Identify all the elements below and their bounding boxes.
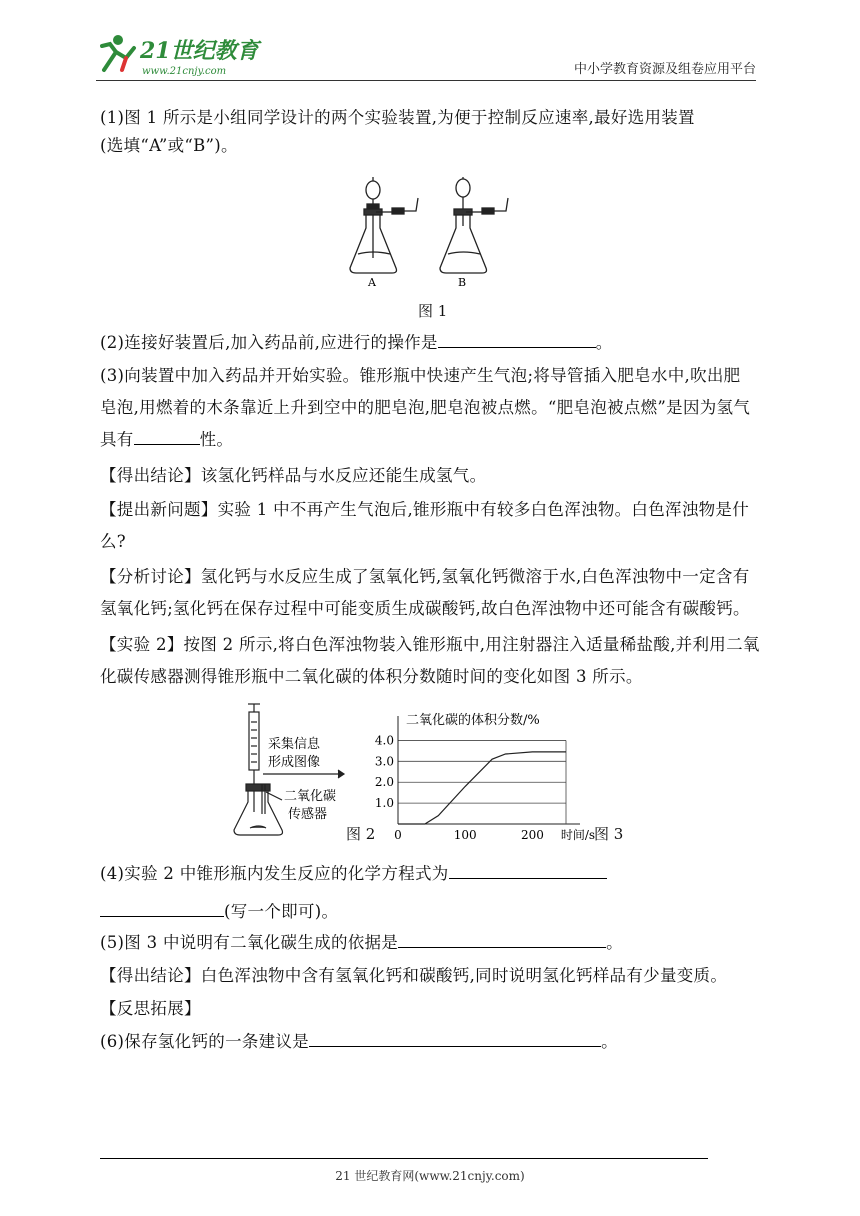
figure-1-caption: 图 1 xyxy=(418,302,448,320)
footer-text: 21 世纪教育网(www.21cnjy.com) xyxy=(335,1169,525,1183)
question-1 xyxy=(100,104,764,160)
y-tick-label: 1.0 xyxy=(374,796,394,811)
x-axis-label: 时间/s xyxy=(560,828,596,842)
question-6: (6)保存氢化钙的一条建议是 。 xyxy=(100,1028,764,1056)
question-5: (5)图 3 中说明有二氧化碳生成的依据是 。 xyxy=(100,929,764,957)
figure-2-apparatus xyxy=(230,702,380,842)
x-tick-label: 100 xyxy=(453,828,477,842)
logo-text: 21世纪教育 xyxy=(140,38,259,64)
question-3-line2: 皂泡,用燃着的木条靠近上升到空中的肥皂泡,肥皂泡被点燃。“肥皂泡被点燃”是因为氢气 xyxy=(100,398,751,417)
figure-2-label-sensor: 传感器 xyxy=(288,807,328,822)
question-3 xyxy=(100,362,764,454)
answer-blank-2[interactable] xyxy=(438,329,596,348)
y-tick-label: 2.0 xyxy=(374,775,394,790)
question-4: (4)实验 2 中锥形瓶内发生反应的化学方程式为 (写一个即可)。 xyxy=(100,860,764,926)
discussion: 【分析讨论】氢化钙与水反应生成了氢氧化钙,氢氧化钙微溶于水,白色浑浊物中一定含有 氢氧化钙;氢化钙在保存过程中可能变质生成碳酸钙,故白色浑浊物中还可能含有碳酸钙。 xyxy=(100,567,750,618)
figure-1-apparatus xyxy=(340,176,520,288)
figure-2-label-form: 形成图像 xyxy=(268,755,321,770)
new-question: 【提出新问题】实验 1 中不再产生气泡后,锥形瓶中有较多白色浑浊物。白色浑浊物是什 么? xyxy=(100,500,750,551)
answer-blank-3[interactable] xyxy=(134,426,200,445)
figure-2-caption: 图 2 xyxy=(346,825,376,843)
conclusion-2: 【得出结论】白色浑浊物中含有氢氧化钙和碳酸钙,同时说明氢化钙样品有少量变质。 xyxy=(100,966,728,985)
answer-blank-4a[interactable] xyxy=(449,860,607,879)
question-2: (2)连接好装置后,加入药品前,应进行的操作是 。 xyxy=(100,329,764,357)
figure-3-caption: 图 3 xyxy=(594,825,624,843)
question-1-line1: (1)图 1 所示是小组同学设计的两个实验装置,为便于控制反应速率,最好选用装置 xyxy=(100,108,695,127)
logo xyxy=(96,30,266,80)
logo-runner-icon xyxy=(96,30,266,80)
question-3-line1: (3)向装置中加入药品并开始实验。锥形瓶中快速产生气泡;将导管插入肥皂水中,吹出肥 xyxy=(100,366,741,385)
chart-title: 二氧化碳的体积分数/% xyxy=(406,713,540,728)
figure-2-label-co2: 二氧化碳 xyxy=(284,789,337,804)
x-tick-label: 200 xyxy=(520,828,544,842)
conclusion-1: 【得出结论】该氢化钙样品与水反应还能生成氢气。 xyxy=(100,466,487,485)
y-tick-label: 4.0 xyxy=(374,733,394,748)
platform-name: 中小学教育资源及组卷应用平台 xyxy=(573,62,756,77)
question-3-line3: 具有 性。 xyxy=(100,426,764,454)
series-line xyxy=(398,752,566,824)
footer-divider xyxy=(100,1158,708,1159)
x-tick-label: 0 xyxy=(394,828,402,842)
co2-chart-svg xyxy=(370,706,600,842)
reflection-heading: 【反思拓展】 xyxy=(100,999,201,1018)
question-1-line2: (选填“A”或“B”)。 xyxy=(100,136,238,155)
header-divider xyxy=(96,80,756,81)
figure-1-label-b: B xyxy=(458,276,467,288)
logo-url: www.21cnjy.com xyxy=(142,66,227,77)
experiment-2: 【实验 2】按图 2 所示,将白色浑浊物装入锥形瓶中,用注射器注入适量稀盐酸,并利用二氧 化碳传感器测得锥形瓶中二氧化碳的体积分数随时间的变化如图 3 所示。 xyxy=(100,635,760,686)
y-tick-label: 3.0 xyxy=(374,754,394,769)
answer-blank-5[interactable] xyxy=(398,929,606,948)
answer-blank-4b[interactable] xyxy=(100,898,224,917)
figure-2-label-collect: 采集信息 xyxy=(268,737,321,752)
answer-blank-6[interactable] xyxy=(309,1028,601,1047)
figure-3-chart xyxy=(370,706,600,842)
figure-1-label-a: A xyxy=(368,276,376,288)
